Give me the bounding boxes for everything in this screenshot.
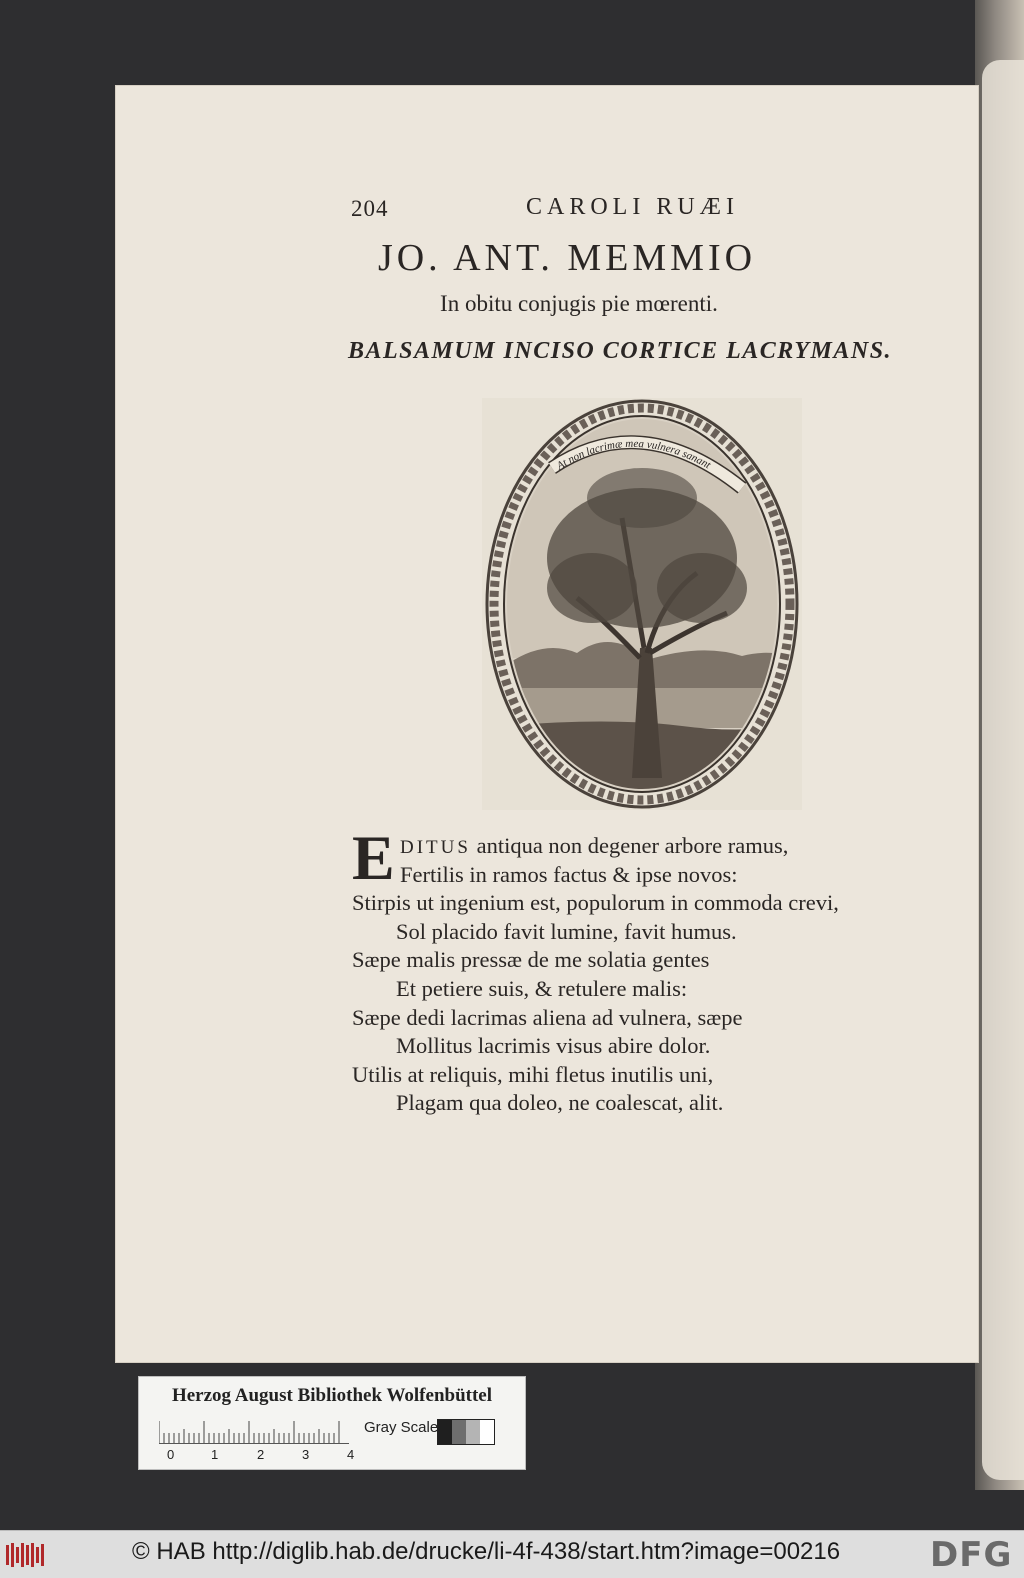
poem-line: Mollitus lacrimis visus abire dolor. — [396, 1033, 711, 1059]
hab-logo-icon — [6, 1541, 46, 1569]
ruler-number: 2 — [257, 1447, 265, 1462]
poem-line: Et petiere suis, & retulere malis: — [396, 975, 688, 1001]
poem — [352, 822, 972, 1118]
footer-bar — [0, 1530, 1024, 1578]
ruler-number: 1 — [211, 1447, 219, 1462]
page-number: 204 — [351, 196, 389, 221]
dfg-logo: DFG — [930, 1535, 1013, 1575]
poem-line: Utilis at reliquis, mihi fletus inutilis uni, — [352, 1061, 714, 1087]
swatch-dark-gray — [452, 1420, 466, 1444]
emblem-banner-text: At non lacrimæ mea vulnera sanant — [554, 437, 713, 473]
book-page — [116, 86, 978, 1362]
dropcap: E — [352, 822, 395, 893]
poem-line: DITUS antiqua non degener arbore ramus, — [400, 833, 789, 858]
swatch-light-gray — [466, 1420, 480, 1444]
poem-line: Sæpe malis pressæ de me solatia gentes — [352, 947, 710, 973]
poem-line: Sol placido favit lumine, favit humus. — [396, 918, 737, 944]
ruler-numbers — [161, 1447, 361, 1463]
ruler-number: 0 — [167, 1447, 175, 1462]
copyright-url: © HAB http://diglib.hab.de/drucke/li-4f-438/start.htm?image=00216 — [132, 1538, 841, 1565]
poem-line: Fertilis in ramos factus & ipse novos: — [400, 861, 738, 887]
adjacent-page-edge — [982, 60, 1024, 1480]
balsam-tree-engraving-icon — [482, 398, 802, 810]
swatch-black — [438, 1420, 452, 1444]
ruler-number: 4 — [347, 1447, 355, 1462]
ruler-number: 3 — [302, 1447, 310, 1462]
running-head: CAROLI RUÆI — [526, 194, 740, 220]
library-name: Herzog August Bibliothek Wolfenbüttel — [171, 1385, 493, 1406]
gray-scale-swatch — [437, 1419, 495, 1445]
page-title: JO. ANT. MEMMIO — [377, 237, 757, 279]
emblem-motto: BALSAMUM INCISO CORTICE LACRYMANS. — [348, 338, 893, 364]
first-word: DITUS — [400, 837, 471, 858]
ruler-scale — [159, 1417, 349, 1444]
poem-line: Sæpe dedi lacrimas aliena ad vulnera, sæpe — [352, 1004, 743, 1030]
gray-scale-label: Gray Scale — [364, 1419, 439, 1436]
page-subtitle: In obitu conjugis pie mœrenti. — [440, 291, 718, 316]
poem-line: Stirpis ut ingenium est, populorum in commoda crevi, — [352, 890, 839, 916]
swatch-white — [480, 1420, 494, 1444]
library-color-card — [138, 1376, 526, 1470]
poem-line: Plagam qua doleo, ne coalescat, alit. — [396, 1090, 724, 1116]
